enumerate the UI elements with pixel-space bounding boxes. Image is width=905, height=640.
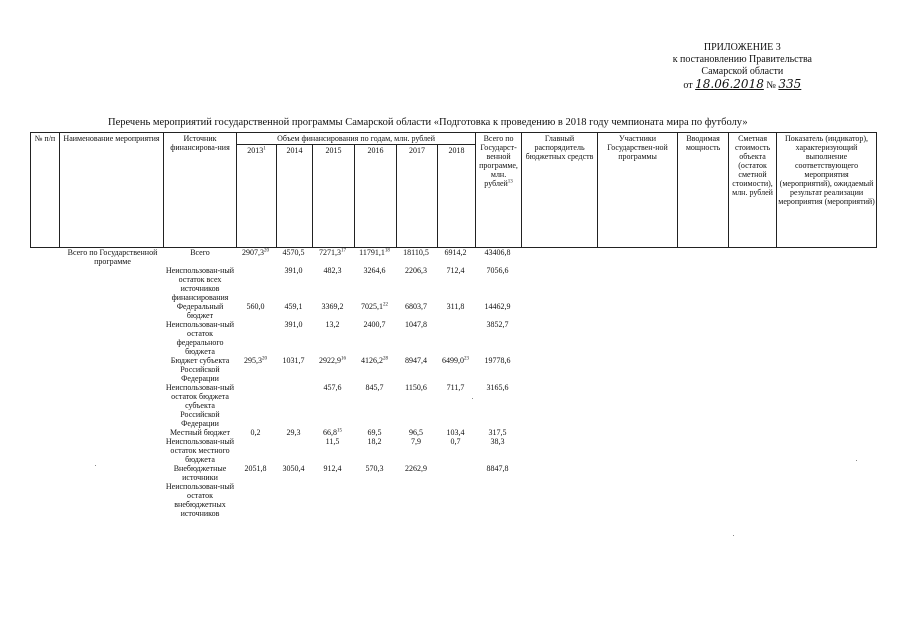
value-2013: 2907,3 xyxy=(242,248,264,257)
cell-value-2016 xyxy=(355,320,397,356)
cell-value-2014 xyxy=(277,248,313,267)
table-row xyxy=(31,320,877,356)
cell-name xyxy=(60,428,164,437)
scan-speck xyxy=(856,460,857,461)
cell-value-2015 xyxy=(313,464,355,482)
cell-participants xyxy=(598,248,678,267)
cell-capacity xyxy=(678,302,729,320)
footnote-2015: 17 xyxy=(341,248,346,254)
value-2018: 712,4 xyxy=(446,266,465,275)
cell-manager xyxy=(522,428,598,437)
cell-indicator xyxy=(777,428,877,437)
cell-manager xyxy=(522,302,598,320)
cell-value-2018 xyxy=(438,266,476,302)
value-2015: 66,8 xyxy=(323,428,337,437)
value-2016: 4126,2 xyxy=(361,356,383,365)
cell-indicator xyxy=(777,248,877,267)
cell-total xyxy=(476,356,522,383)
cell-manager xyxy=(522,248,598,267)
value-2018: 103,4 xyxy=(446,428,465,437)
cell-source xyxy=(164,266,237,302)
cell-estimate xyxy=(729,302,777,320)
cell-source xyxy=(164,482,237,518)
source-label: Всего xyxy=(190,248,210,257)
source-label: Неиспользован-ный остаток федерального бюджета xyxy=(165,320,235,356)
cell-estimate xyxy=(729,320,777,356)
cell-total xyxy=(476,266,522,302)
value-2013: 2051,8 xyxy=(244,464,267,473)
cell-value-2013 xyxy=(237,302,277,320)
source-label: Местный бюджет xyxy=(170,428,230,437)
cell-value-2017 xyxy=(397,437,438,464)
cell-value-2013 xyxy=(237,482,277,518)
cell-value-2015 xyxy=(313,383,355,428)
value-total: 7056,6 xyxy=(486,266,509,275)
cell-capacity xyxy=(678,383,729,428)
cell-name xyxy=(60,464,164,482)
cell-manager xyxy=(522,356,598,383)
value-2014: 3050,4 xyxy=(282,464,305,473)
value-2016: 2400,7 xyxy=(363,320,386,329)
appendix-date: 18.06.2018 xyxy=(695,77,764,91)
header-source: Источник финансирова-ния xyxy=(164,133,237,248)
cell-num xyxy=(31,482,60,518)
cell-source xyxy=(164,302,237,320)
program-name: Всего по Государственной программе xyxy=(67,248,158,266)
source-label: Федеральный бюджет xyxy=(176,302,224,320)
cell-value-2013 xyxy=(237,464,277,482)
cell-name xyxy=(60,383,164,428)
cell-name xyxy=(60,482,164,518)
cell-num xyxy=(31,464,60,482)
source-label: Неиспользован-ный остаток местного бюджета xyxy=(165,437,235,464)
header-indicator: Показатель (индикатор), характеризующий выполнение соответствующего мероприятия (мероприятий), ожидаемый результат реализации мероприятия (мероприятий) xyxy=(777,133,877,248)
value-2017: 96,5 xyxy=(409,428,423,437)
value-2016: 3264,6 xyxy=(363,266,386,275)
cell-value-2016 xyxy=(355,428,397,437)
value-2015: 482,3 xyxy=(323,266,342,275)
table-row xyxy=(31,482,877,518)
cell-value-2013 xyxy=(237,356,277,383)
cell-participants xyxy=(598,383,678,428)
cell-manager xyxy=(522,482,598,518)
cell-total xyxy=(476,428,522,437)
cell-indicator xyxy=(777,383,877,428)
cell-name xyxy=(60,266,164,302)
cell-source xyxy=(164,437,237,464)
cell-name xyxy=(60,356,164,383)
value-total: 38,3 xyxy=(490,437,505,446)
value-2016: 18,2 xyxy=(367,437,382,446)
cell-value-2014 xyxy=(277,356,313,383)
value-2015: 3369,2 xyxy=(321,302,344,311)
cell-value-2016 xyxy=(355,302,397,320)
table-row xyxy=(31,428,877,437)
value-2018: 6914,2 xyxy=(444,248,467,257)
cell-estimate xyxy=(729,248,777,267)
cell-num xyxy=(31,248,60,267)
cell-value-2013 xyxy=(237,383,277,428)
header-participants: Участники Государствен-ной программы xyxy=(598,133,678,248)
cell-value-2018 xyxy=(438,248,476,267)
header-year-2018: 2018 xyxy=(438,145,476,248)
cell-estimate xyxy=(729,383,777,428)
cell-manager xyxy=(522,383,598,428)
scan-speck xyxy=(733,535,734,536)
cell-source xyxy=(164,383,237,428)
cell-num xyxy=(31,266,60,302)
value-2014: 391,0 xyxy=(284,320,303,329)
value-2017: 8947,4 xyxy=(405,356,427,365)
cell-capacity xyxy=(678,320,729,356)
table-row xyxy=(31,356,877,383)
cell-value-2016 xyxy=(355,383,397,428)
value-2014: 29,3 xyxy=(286,428,301,437)
scan-speck xyxy=(95,465,96,466)
cell-total xyxy=(476,464,522,482)
cell-name xyxy=(60,248,164,267)
cell-name xyxy=(60,302,164,320)
program-table xyxy=(30,132,877,518)
appendix-no: № xyxy=(766,80,776,91)
source-label: Неиспользован-ный остаток всех источников финансирования xyxy=(165,266,235,302)
value-total: 3165,6 xyxy=(486,383,509,392)
cell-value-2013 xyxy=(237,320,277,356)
header-name: Наименование мероприятия xyxy=(60,133,164,248)
value-2017: 2262,9 xyxy=(405,464,427,473)
value-total: 317,5 xyxy=(488,428,507,437)
cell-value-2017 xyxy=(397,266,438,302)
header-year-2013 xyxy=(237,145,277,248)
value-2017: 6803,7 xyxy=(405,302,427,311)
cell-value-2018 xyxy=(438,437,476,464)
value-2017: 2206,3 xyxy=(405,266,427,275)
header-total-text: Всего по Государст-венной программе, млн. рублей xyxy=(479,134,518,188)
cell-value-2017 xyxy=(397,320,438,356)
cell-participants xyxy=(598,320,678,356)
value-total: 43406,8 xyxy=(484,248,511,257)
cell-capacity xyxy=(678,482,729,518)
cell-value-2015 xyxy=(313,356,355,383)
cell-capacity xyxy=(678,248,729,267)
value-2014: 1031,7 xyxy=(282,356,305,365)
value-2015: 912,4 xyxy=(323,464,342,473)
cell-value-2015 xyxy=(313,266,355,302)
value-2017: 18110,5 xyxy=(403,248,429,257)
cell-name xyxy=(60,320,164,356)
table-row xyxy=(31,302,877,320)
cell-num xyxy=(31,320,60,356)
cell-estimate xyxy=(729,356,777,383)
footnote-2013: 20 xyxy=(264,248,269,254)
cell-source xyxy=(164,248,237,267)
cell-estimate xyxy=(729,266,777,302)
cell-manager xyxy=(522,437,598,464)
table-row xyxy=(31,437,877,464)
cell-indicator xyxy=(777,302,877,320)
header-estimate: Сметная стоимость объекта (остаток сметной стоимости), млн. рублей xyxy=(729,133,777,248)
cell-num xyxy=(31,302,60,320)
cell-value-2013 xyxy=(237,428,277,437)
cell-capacity xyxy=(678,356,729,383)
cell-value-2016 xyxy=(355,464,397,482)
table-row xyxy=(31,248,877,267)
cell-participants xyxy=(598,266,678,302)
cell-value-2018 xyxy=(438,356,476,383)
value-2016: 570,3 xyxy=(365,464,384,473)
source-label: Внебюджетные источники xyxy=(173,464,227,482)
cell-value-2018 xyxy=(438,320,476,356)
cell-value-2018 xyxy=(438,302,476,320)
cell-capacity xyxy=(678,266,729,302)
cell-value-2015 xyxy=(313,302,355,320)
value-2016: 845,7 xyxy=(365,383,384,392)
appendix-date-line xyxy=(673,78,812,92)
cell-value-2016 xyxy=(355,437,397,464)
header-year-2014: 2014 xyxy=(277,145,313,248)
value-2014: 459,1 xyxy=(284,302,303,311)
footnote-2016: 22 xyxy=(383,302,388,308)
cell-value-2014 xyxy=(277,266,313,302)
cell-participants xyxy=(598,464,678,482)
value-2017: 1150,6 xyxy=(405,383,427,392)
value-2017: 1047,8 xyxy=(405,320,427,329)
cell-value-2015 xyxy=(313,320,355,356)
footnote-2015: 16 xyxy=(341,356,346,362)
cell-capacity xyxy=(678,428,729,437)
cell-participants xyxy=(598,437,678,464)
cell-value-2018 xyxy=(438,428,476,437)
value-2015: 11,5 xyxy=(325,437,340,446)
cell-source xyxy=(164,428,237,437)
cell-participants xyxy=(598,482,678,518)
value-2018: 6499,0 xyxy=(442,356,465,365)
cell-estimate xyxy=(729,437,777,464)
value-2018: 311,8 xyxy=(446,302,465,311)
table-body xyxy=(31,248,877,519)
appendix-number: 335 xyxy=(778,77,802,91)
value-2013: 560,0 xyxy=(246,302,265,311)
cell-value-2017 xyxy=(397,464,438,482)
cell-total xyxy=(476,248,522,267)
cell-value-2014 xyxy=(277,482,313,518)
cell-value-2014 xyxy=(277,428,313,437)
cell-value-2017 xyxy=(397,482,438,518)
cell-name xyxy=(60,437,164,464)
cell-capacity xyxy=(678,437,729,464)
header-year-2013-sup: 1 xyxy=(263,146,266,152)
footnote-2013: 20 xyxy=(262,356,267,362)
cell-value-2017 xyxy=(397,428,438,437)
value-2015: 13,2 xyxy=(325,320,340,329)
cell-value-2017 xyxy=(397,383,438,428)
source-label: Бюджет субъекта Российской Федерации xyxy=(170,356,230,383)
cell-total xyxy=(476,320,522,356)
cell-estimate xyxy=(729,482,777,518)
cell-participants xyxy=(598,356,678,383)
cell-num xyxy=(31,437,60,464)
cell-indicator xyxy=(777,482,877,518)
header-num: № п/п xyxy=(31,133,60,248)
value-2015: 2922,9 xyxy=(319,356,341,365)
appendix-line1: ПРИЛОЖЕНИЕ 3 xyxy=(703,42,781,53)
cell-value-2013 xyxy=(237,248,277,267)
cell-source xyxy=(164,356,237,383)
cell-estimate xyxy=(729,464,777,482)
cell-value-2014 xyxy=(277,302,313,320)
value-2017: 7,9 xyxy=(411,437,421,446)
header-total-sup: 13 xyxy=(507,179,513,185)
value-2013: 0,2 xyxy=(250,428,261,437)
header-year-2017: 2017 xyxy=(397,145,438,248)
cell-value-2017 xyxy=(397,356,438,383)
cell-manager xyxy=(522,266,598,302)
header-year-2013-text: 2013 xyxy=(247,146,264,155)
cell-value-2015 xyxy=(313,428,355,437)
cell-value-2014 xyxy=(277,464,313,482)
cell-value-2018 xyxy=(438,383,476,428)
header-capacity: Вводимая мощность xyxy=(678,133,729,248)
header-manager: Главный распорядитель бюджетных средств xyxy=(522,133,598,248)
cell-total xyxy=(476,482,522,518)
appendix-from: от xyxy=(683,80,693,91)
document-title: Перечень мероприятий государственной программы Самарской области «Подготовка к проведению в 2018 году чемпионата мира по футболу» xyxy=(108,117,748,128)
cell-participants xyxy=(598,428,678,437)
cell-num xyxy=(31,383,60,428)
cell-participants xyxy=(598,302,678,320)
cell-source xyxy=(164,320,237,356)
header-year-2015: 2015 xyxy=(313,145,355,248)
cell-value-2016 xyxy=(355,248,397,267)
value-2014: 4570,5 xyxy=(282,248,305,257)
value-2018: 0,7 xyxy=(450,437,461,446)
footnote-2016: 18 xyxy=(384,248,390,254)
footnote-2015: 15 xyxy=(337,428,342,434)
value-2015: 7271,3 xyxy=(319,248,341,257)
cell-value-2016 xyxy=(355,266,397,302)
cell-value-2016 xyxy=(355,356,397,383)
cell-indicator xyxy=(777,320,877,356)
cell-manager xyxy=(522,464,598,482)
cell-capacity xyxy=(678,464,729,482)
header-total xyxy=(476,133,522,248)
cell-value-2015 xyxy=(313,248,355,267)
cell-value-2015 xyxy=(313,482,355,518)
cell-estimate xyxy=(729,428,777,437)
value-2016: 69,5 xyxy=(367,428,382,437)
cell-manager xyxy=(522,320,598,356)
cell-indicator xyxy=(777,266,877,302)
cell-value-2016 xyxy=(355,482,397,518)
appendix-line2: к постановлению Правительства xyxy=(672,54,812,65)
value-total: 14462,9 xyxy=(484,302,511,311)
cell-value-2017 xyxy=(397,248,438,267)
cell-value-2018 xyxy=(438,464,476,482)
value-2016: 7025,1 xyxy=(361,302,383,311)
cell-value-2013 xyxy=(237,266,277,302)
table-row xyxy=(31,383,877,428)
cell-num xyxy=(31,356,60,383)
value-total: 3852,7 xyxy=(486,320,509,329)
cell-value-2014 xyxy=(277,320,313,356)
header-year-2016: 2016 xyxy=(355,145,397,248)
appendix-line3: Самарской области xyxy=(701,66,784,77)
cell-value-2013 xyxy=(237,437,277,464)
value-total: 19778,6 xyxy=(484,356,511,365)
scan-speck xyxy=(472,398,473,399)
cell-value-2017 xyxy=(397,302,438,320)
table-row xyxy=(31,266,877,302)
source-label: Неиспользован-ный остаток бюджета субъекта Российской Федерации xyxy=(165,383,235,428)
value-2013: 295,3 xyxy=(244,356,262,365)
cell-total xyxy=(476,437,522,464)
cell-value-2014 xyxy=(277,437,313,464)
source-label: Неиспользован-ный остаток внебюджетных источников xyxy=(165,482,235,518)
cell-value-2014 xyxy=(277,383,313,428)
cell-indicator xyxy=(777,437,877,464)
cell-indicator xyxy=(777,356,877,383)
value-total: 8847,8 xyxy=(486,464,509,473)
cell-indicator xyxy=(777,464,877,482)
cell-source xyxy=(164,464,237,482)
value-2014: 391,0 xyxy=(284,266,303,275)
value-2018: 711,7 xyxy=(446,383,465,392)
footnote-2018: 23 xyxy=(464,356,470,362)
table-row xyxy=(31,464,877,482)
appendix-block xyxy=(673,42,812,92)
value-2015: 457,6 xyxy=(323,383,342,392)
header-volume: Объем финансирования по годам, млн. рублей xyxy=(237,133,476,145)
cell-value-2018 xyxy=(438,482,476,518)
cell-num xyxy=(31,428,60,437)
value-2016: 11791,1 xyxy=(359,248,385,257)
cell-total xyxy=(476,383,522,428)
cell-value-2015 xyxy=(313,437,355,464)
footnote-2016: 28 xyxy=(383,356,388,362)
cell-total xyxy=(476,302,522,320)
